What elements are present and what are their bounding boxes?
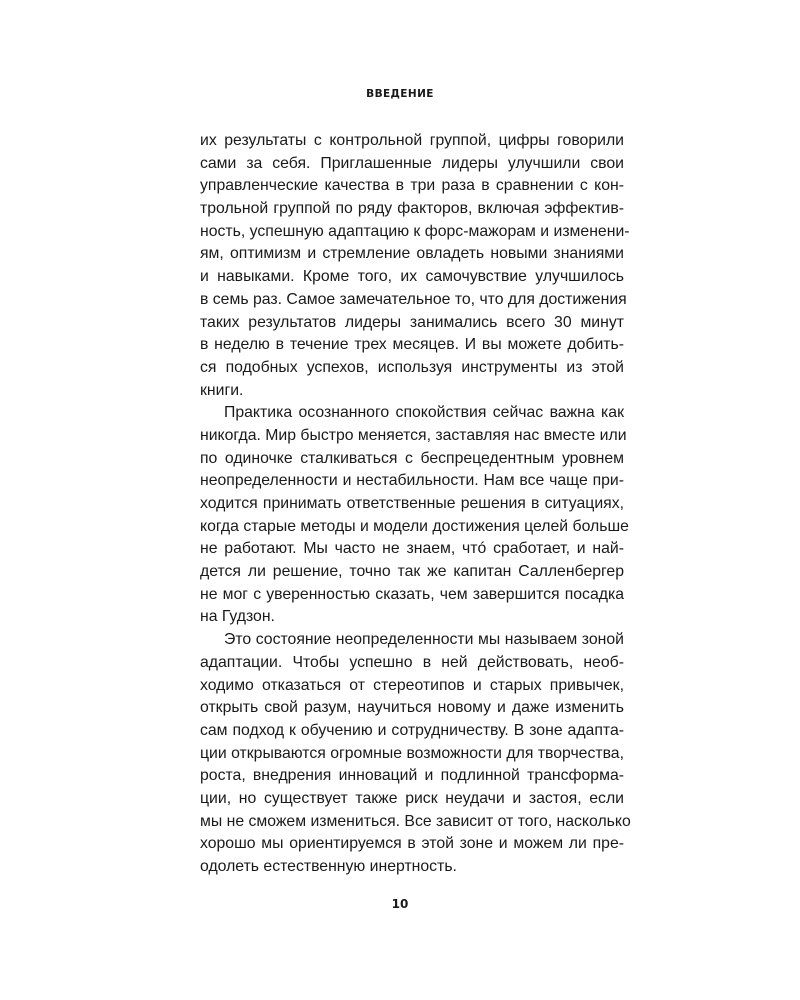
text-line: таких результатов лидеры занимались всего 30 минут	[200, 313, 624, 331]
text-line: хорошо мы ориентируемся в этой зоне и можем ли пре-	[200, 835, 624, 853]
text-line: Практика осознанного спокойствия сейчас важна как	[224, 404, 624, 422]
text-line: адаптации. Чтобы успешно в ней действовать, необ-	[200, 653, 624, 671]
text-line: ции открываются огромные возможности для творчества,	[200, 744, 624, 762]
body-text	[200, 130, 631, 879]
text-line: ции, но существует также риск неудачи и застоя, если	[200, 789, 624, 807]
text-line: когда старые методы и модели достижения целей больше	[200, 517, 629, 535]
text-line: их результаты с контрольной группой, цифры говорили	[200, 132, 624, 149]
text-line: в семь раз. Самое замечательное то, что для достижения	[200, 290, 627, 308]
text-line: открыть свой разум, научиться новому и даже изменить	[200, 699, 624, 717]
text-line: ность, успешную адаптацию к форс-мажорам и изменени-	[200, 222, 630, 240]
text-line: никогда. Мир быстро меняется, заставляя нас вместе или	[200, 426, 627, 444]
text-line: одолеть естественную инертность.	[200, 858, 457, 875]
text-line: ям, оптимизм и стремление овладеть новыми знаниями	[200, 245, 624, 263]
paragraph-3	[200, 629, 631, 879]
text-line: книги.	[200, 381, 244, 399]
text-line: мы не сможем измениться. Все зависит от того, насколько	[200, 812, 631, 830]
text-line: не работают. Мы часто не знаем, чтó сработает, и най-	[200, 540, 624, 558]
text-line: неопределенности и нестабильности. Нам все чаще при-	[200, 472, 624, 490]
text-line: трольной группой по ряду факторов, включая эффектив-	[200, 200, 624, 218]
paragraph-1	[200, 130, 630, 402]
text-line: на Гудзон.	[200, 608, 275, 626]
text-line: сами за себя. Приглашенные лидеры улучшили свои	[200, 154, 624, 172]
text-line: ходимо отказаться от стереотипов и старых привычек,	[200, 676, 624, 694]
text-line: управленческие качества в три раза в сравнении с кон-	[200, 177, 624, 195]
text-line: в неделю в течение трех месяцев. И вы можете добить-	[200, 336, 624, 354]
text-line: не мог с уверенностью сказать, чем завершится посадка	[200, 585, 624, 603]
running-head-title: ВВЕДЕНИЕ	[366, 88, 434, 100]
text-line: и навыками. Кроме того, их самочувствие улучшилось	[200, 268, 624, 286]
text-line: по одиночке сталкиваться с беспрецедентным уровнем	[200, 449, 624, 467]
text-line: сам подход к обучению и сотрудничеству. В зоне адапта-	[200, 721, 624, 739]
text-line: Это состояние неопределенности мы называем зоной	[224, 631, 624, 649]
paragraph-2	[200, 402, 629, 629]
text-line: дется ли решение, точно так же капитан Салленбергер	[200, 563, 624, 581]
text-line: ся подобных успехов, используя инструменты из этой	[200, 358, 624, 376]
page-number: 10	[391, 897, 409, 911]
text-line: роста, внедрения инноваций и подлинной трансформа-	[200, 767, 624, 785]
text-line: ходится принимать ответственные решения в ситуациях,	[200, 495, 624, 512]
